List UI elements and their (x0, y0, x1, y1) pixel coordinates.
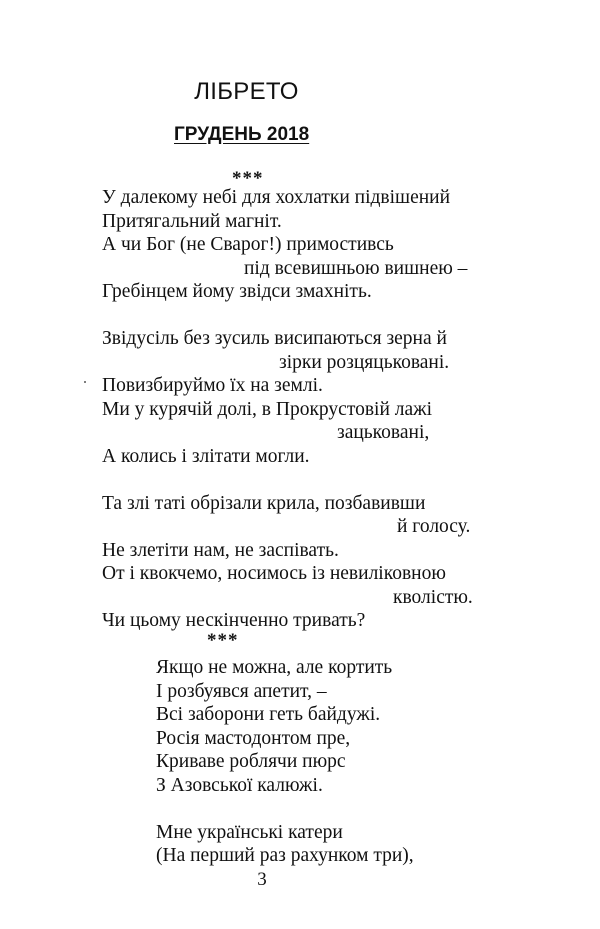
poem-line: й голосу. (397, 516, 471, 537)
page-title: ЛІБРЕТО (194, 78, 299, 105)
poem-line: (На перший раз рахунком три), (156, 845, 414, 866)
poem-line: зірки розцяцьковані. (279, 351, 450, 373)
poem-line: Росія мастодонтом пре, (156, 727, 351, 749)
poem-line: От і квокчемо, носимось із невиліковною (102, 563, 446, 584)
poem-line: Повизбируймо їх на землі. (102, 375, 323, 396)
poem-line: під всевишньою вишнею – (244, 257, 468, 279)
poem-1 (102, 186, 473, 633)
poem-line: Якщо не можна, але кортить (156, 657, 393, 678)
poem-line: Всі заборони геть байдужі. (156, 704, 381, 725)
stanza-break (156, 797, 414, 821)
poem-line: Звідусіль без зусиль висипаються зерна й (102, 328, 447, 349)
poem-line: Мне українські катери (156, 821, 343, 843)
poem-line: Та злі таті обрізали крила, позбавивши (102, 492, 426, 514)
poem-line: А колись і злітати могли. (102, 445, 310, 467)
poem-separator: *** (232, 168, 264, 189)
poem-2 (156, 656, 414, 868)
poem-line: З Азовської калюжі. (156, 774, 323, 796)
poem-line: У далекому небі для хохлатки підвішений (102, 187, 451, 208)
stanza-break (102, 304, 473, 328)
poem-line: Криваве роблячи пюрс (156, 751, 346, 772)
poem-line: кволістю. (393, 586, 473, 608)
poem-line: зацьковані, (337, 422, 430, 443)
poem-line: І розбуявся апетит, – (156, 680, 327, 702)
page-number: 3 (257, 869, 267, 890)
scan-speck (84, 381, 86, 383)
poem-line: Притягальний магніт. (102, 210, 282, 232)
poem-line: А чи Бог (не Сварог!) примостивсь (102, 234, 394, 255)
poem-line: Ми у курячій долі, в Прокрустовій лажі (102, 398, 433, 420)
section-title: ГРУДЕНЬ 2018 (174, 124, 310, 145)
poem-separator: *** (207, 630, 239, 651)
stanza-break (102, 468, 473, 492)
poem-line: Чи цьому нескінченно тривать? (102, 610, 366, 631)
poem-line: Гребінцем йому звідси змахніть. (102, 281, 372, 302)
poem-line: Не злетіти нам, не заспівать. (102, 539, 339, 561)
